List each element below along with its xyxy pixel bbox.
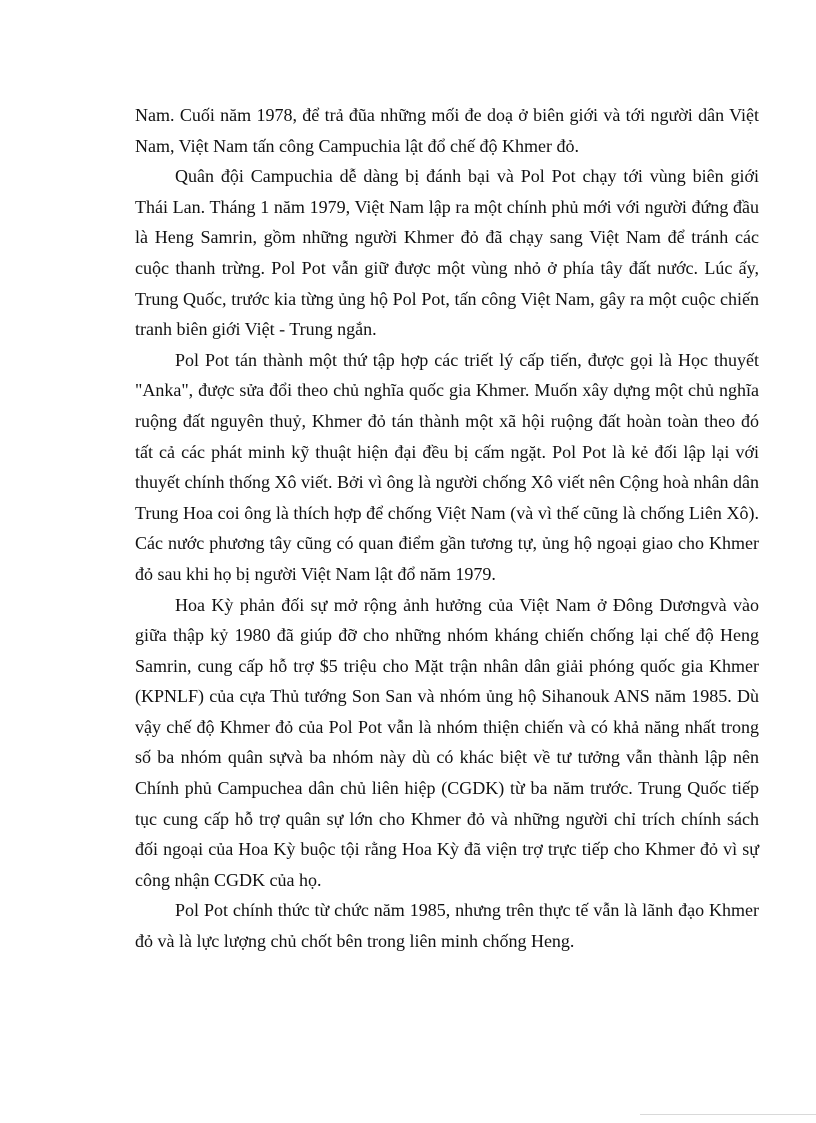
document-body — [135, 100, 759, 957]
paragraph-5: Pol Pot chính thức từ chức năm 1985, nhưng trên thực tế vẫn là lãnh đạo Khmer đỏ và là lực lượng chủ chốt bên trong liên minh chống Heng. — [135, 900, 759, 952]
paragraph-2: Quân đội Campuchia dễ dàng bị đánh bại và Pol Pot chạy tới vùng biên giới Thái Lan. Tháng 1 năm 1979, Việt Nam lập ra một chính phủ mới với người đứng đầu là Heng Samrin, gồm những người Khmer đỏ đã chạy sang Việt Nam để tránh các cuộc thanh trừng. Pol Pot vẫn giữ được một vùng nhỏ ở phía tây đất nước. Lúc ấy, Trung Quốc, trước kia từng ủng hộ Pol Pot, tấn công Việt Nam, gây ra một cuộc chiến tranh biên giới Việt - Trung ngắn. — [135, 166, 759, 340]
paragraph-4: Hoa Kỳ phản đối sự mở rộng ảnh hưởng của Việt Nam ở Đông Dươngvà vào giữa thập kỷ 1980 đã giúp đỡ cho những nhóm kháng chiến chống lại chế độ Heng Samrin, cung cấp hỗ trợ $5 triệu cho Mặt trận nhân dân giải phóng quốc gia Khmer (KPNLF) của cựa Thủ tướng Son San và nhóm ủng hộ Sihanouk ANS năm 1985. Dù vậy chế độ Khmer đỏ của Pol Pot vẫn là nhóm thiện chiến và có khả năng nhất trong số ba nhóm quân sựvà ba nhóm này dù có khác biệt về tư tưởng vẫn thành lập nên Chính phủ Campuchea dân chủ liên hiệp (CGDK) từ ba năm trước. Trung Quốc tiếp tục cung cấp hỗ trợ quân sự lớn cho Khmer đỏ và những người chỉ trích chính sách đối ngoại của Hoa Kỳ buộc tội rằng Hoa Kỳ đã viện trợ trực tiếp cho Khmer đỏ vì sự công nhận CGDK của họ. — [135, 594, 759, 890]
paragraph-1: Nam. Cuối năm 1978, để trả đũa những mối đe doạ ở biên giới và tới người dân Việt Nam, Việt Nam tấn công Campuchia lật đổ chế độ Khmer đỏ. — [135, 105, 759, 156]
paragraph-3: Pol Pot tán thành một thứ tập hợp các triết lý cấp tiến, được gọi là Học thuyết "Anka", được sửa đổi theo chủ nghĩa quốc gia Khmer. Muốn xây dựng một chủ nghĩa ruộng đất nguyên thuỷ, Khmer đỏ tán thành một xã hội ruộng đất hoàn toàn theo đó tất cả các phát minh kỹ thuật hiện đại đều bị cấm ngặt. Pol Pot là kẻ đối lập lại với thuyết chính thống Xô viết. Bởi vì ông là người chống Xô viết nên Cộng hoà nhân dân Trung Hoa coi ông là thích hợp để chống Việt Nam (và vì thế cũng là chống Liên Xô). Các nước phương tây cũng có quan điểm gần tương tự, ủng hộ ngoại giao cho Khmer đỏ sau khi họ bị người Việt Nam lật đổ năm 1979. — [135, 349, 759, 584]
page-edge-line — [640, 1114, 816, 1115]
